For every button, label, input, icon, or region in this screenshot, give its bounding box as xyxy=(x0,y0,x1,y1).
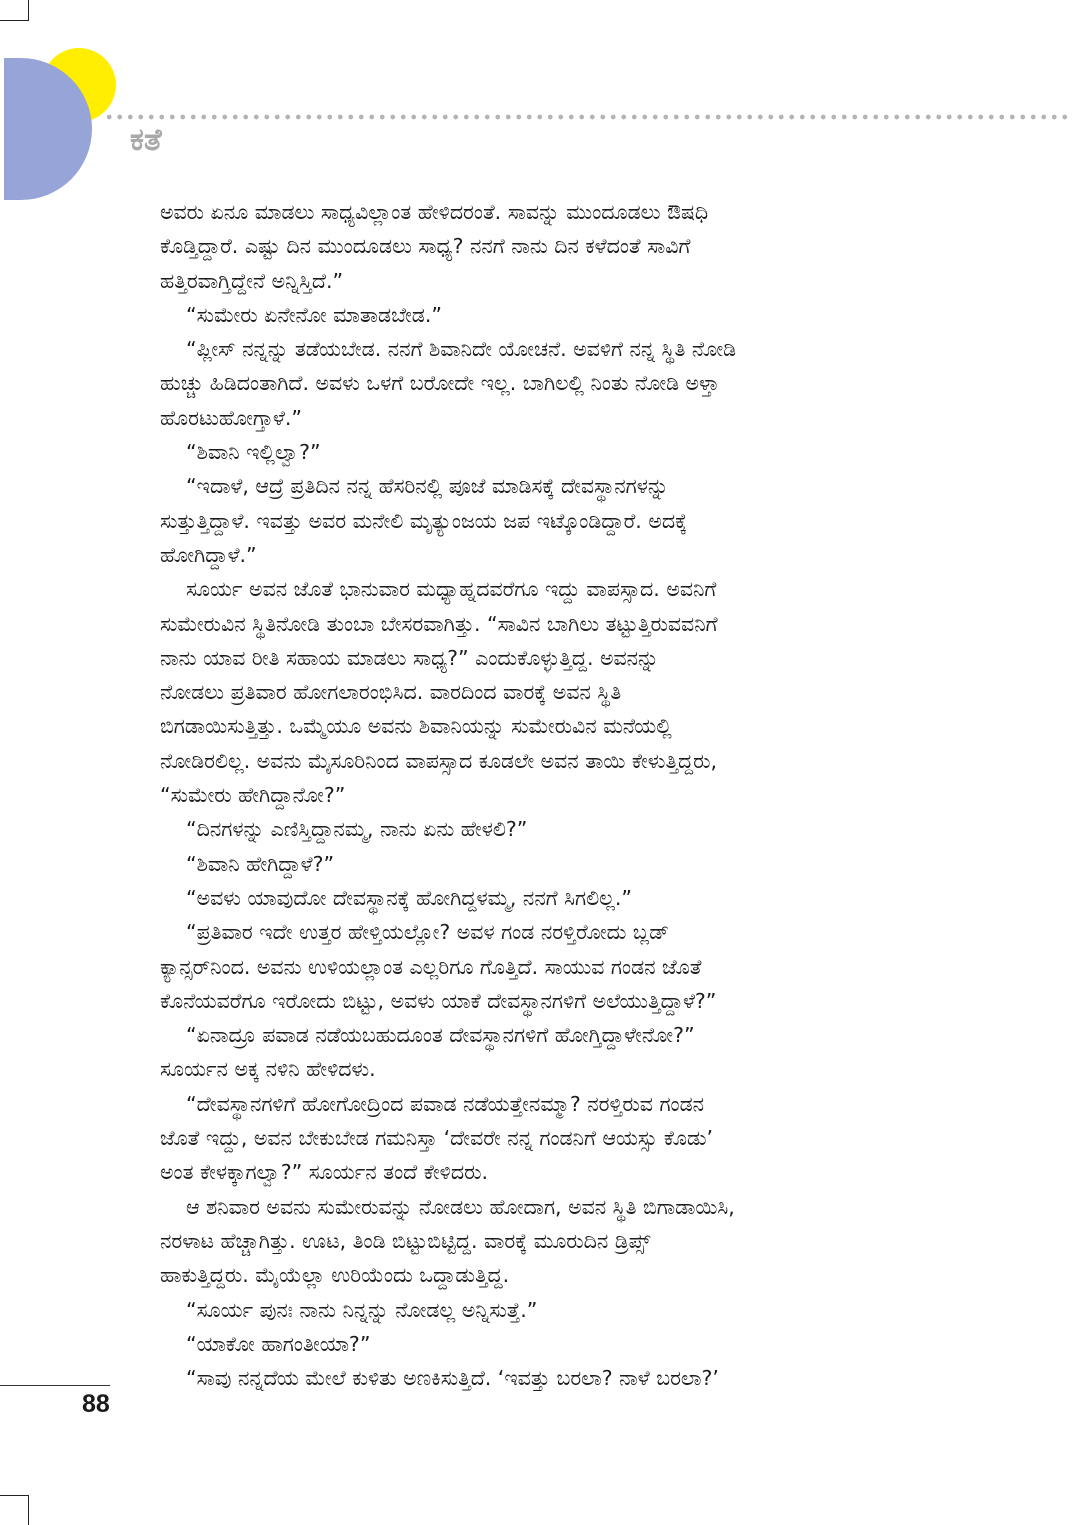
story-line: “ಪ್ಲೀಸ್ ನನ್ನನ್ನು ತಡೆಯಬೇಡ. ನನಗೆ ಶಿವಾನಿದೇ ಯೋಚನೆ. ಅವಳಿಗೆ ನನ್ನ ಸ್ಥಿತಿ ನೋಡಿ xyxy=(186,337,737,362)
story-line: “ಸುಮೇರು ಹೇಗಿದ್ದಾನೋ?” xyxy=(160,783,346,808)
story-line: ಹತ್ತಿರವಾಗ್ತಿದ್ದೇನೆ ಅನ್ನಿಸ್ತಿದೆ.” xyxy=(160,268,344,293)
story-line: ಕೊನೆಯವರೆಗೂ ಇರೋದು ಬಿಟ್ಟು, ಅವಳು ಯಾಕೆ ದೇವಸ್ಥಾನಗಳಿಗೆ ಅಲೆಯುತ್ತಿದ್ದಾಳೆ?” xyxy=(160,988,717,1013)
crop-mark-bottom-vertical xyxy=(28,1495,29,1525)
section-label: ಕತೆ xyxy=(130,122,162,158)
story-line: ನರಳಾಟ ಹೆಚ್ಚಾಗಿತ್ತು. ಊಟ, ತಿಂಡಿ ಬಿಟ್ಟುಬಿಟ್ಟಿದ್ದ. ವಾರಕ್ಕೆ ಮೂರುದಿನ ಡ್ರಿಪ್ಸ್ xyxy=(160,1228,651,1253)
story-line: ಸುಮೇರುವಿನ ಸ್ಥಿತಿನೋಡಿ ತುಂಬಾ ಬೇಸರವಾಗಿತ್ತು. “ಸಾವಿನ ಬಾಗಿಲು ತಟ್ಟುತ್ತಿರುವವನಿಗೆ xyxy=(160,611,718,636)
story-line: ಸುತ್ತುತ್ತಿದ್ದಾಳೆ. ಇವತ್ತು ಅವರ ಮನೇಲಿ ಮೃತ್ಯುಂಜಯ ಜಪ ಇಟ್ಕೊಂಡಿದ್ದಾರೆ. ಅದಕ್ಕೆ xyxy=(160,508,688,533)
story-line: “ಏನಾದ್ರೂ ಪವಾಡ ನಡೆಯಬಹುದೂಂತ ದೇವಸ್ಥಾನಗಳಿಗೆ ಹೋಗ್ತಿದ್ದಾಳೇನೋ?” xyxy=(186,1023,695,1048)
story-line: “ಅವಳು ಯಾವುದೋ ದೇವಸ್ಥಾನಕ್ಕೆ ಹೋಗಿದ್ದಳಮ್ಮ, ನನಗೆ ಸಿಗಲಿಲ್ಲ.” xyxy=(186,885,633,910)
story-line: ನೋಡಿರಲಿಲ್ಲ. ಅವನು ಮೈಸೂರಿನಿಂದ ವಾಪಸ್ಸಾದ ಕೂಡಲೇ ಅವನ ತಾಯಿ ಕೇಳುತ್ತಿದ್ದರು, xyxy=(160,748,718,773)
page-number: 88 xyxy=(82,1390,110,1418)
story-line: ನಾನು ಯಾವ ರೀತಿ ಸಹಾಯ ಮಾಡಲು ಸಾಧ್ಯ?” ಎಂದುಕೊಳ್ಳುತ್ತಿದ್ದ. ಅವನನ್ನು xyxy=(160,645,659,670)
story-line: ಸೂರ್ಯ ಅವನ ಜೊತೆ ಭಾನುವಾರ ಮಧ್ಯಾಹ್ನದವರೆಗೂ ಇದ್ದು ವಾಪಸ್ಸಾದ. ಅವನಿಗೆ xyxy=(186,577,717,602)
story-line: “ಸೂರ್ಯ ಪುನಃ ನಾನು ನಿನ್ನನ್ನು ನೋಡಲ್ಲ ಅನ್ನಿಸುತ್ತೆ.” xyxy=(186,1297,538,1322)
story-line: “ಯಾಕೋ ಹಾಗಂತೀಯಾ?” xyxy=(186,1331,371,1356)
story-line: ಜೊತೆ ಇದ್ದು, ಅವನ ಬೇಕುಬೇಡ ಗಮನಿಸ್ತಾ ‘ದೇವರೇ ನನ್ನ ಗಂಡನಿಗೆ ಆಯಸ್ಸು ಕೊಡು’ xyxy=(160,1126,714,1151)
story-line: ಕ್ಯಾನ್ಸರ್‌ನಿಂದ. ಅವನು ಉಳಿಯಲ್ಲಾಂತ ಎಲ್ಲರಿಗೂ ಗೊತ್ತಿದೆ. ಸಾಯುವ ಗಂಡನ ಜೊತೆ xyxy=(160,954,702,979)
story-line: ಸೂರ್ಯನ ಅಕ್ಕ ನಳಿನಿ ಹೇಳಿದಳು. xyxy=(160,1057,376,1082)
story-line: “ಶಿವಾನಿ ಇಲ್ಲಿಲ್ವಾ?” xyxy=(186,440,321,465)
story-line: “ಇದಾಳೆ, ಆದ್ರೆ ಪ್ರತಿದಿನ ನನ್ನ ಹೆಸರಿನಲ್ಲಿ ಪೂಜೆ ಮಾಡಿಸಕ್ಕೆ ದೇವಸ್ಥಾನಗಳನ್ನು xyxy=(186,474,669,499)
story-line: “ಸಾವು ನನ್ನದೆಯ ಮೇಲೆ ಕುಳಿತು ಅಣಕಿಸುತ್ತಿದೆ. ‘ಇವತ್ತು ಬರಲಾ? ನಾಳೆ ಬರಲಾ?’ xyxy=(186,1366,719,1391)
story-line: ಬಿಗಡಾಯಿಸುತ್ತಿತ್ತು. ಒಮ್ಮೆಯೂ ಅವನು ಶಿವಾನಿಯನ್ನು ಸುಮೇರುವಿನ ಮನೆಯಲ್ಲಿ xyxy=(160,714,672,739)
crop-mark-top-vertical xyxy=(28,0,29,20)
story-line: ಅಂತ ಕೇಳಕ್ಕಾಗಲ್ವಾ?” ಸೂರ್ಯನ ತಂದೆ ಕೇಳಿದರು. xyxy=(160,1160,488,1185)
footer-rule xyxy=(0,1385,110,1386)
story-line: “ದೇವಸ್ಥಾನಗಳಿಗೆ ಹೋಗೋದ್ರಿಂದ ಪವಾಡ ನಡೆಯತ್ತೇನಮ್ಮಾ? ನರಳ್ತಿರುವ ಗಂಡನ xyxy=(186,1091,705,1116)
story-line: ಹೋಗಿದ್ದಾಳೆ.” xyxy=(160,542,257,567)
story-body xyxy=(160,195,920,1395)
dotted-header-rule xyxy=(104,114,1072,120)
story-line: “ದಿನಗಳನ್ನು ಎಣಿಸ್ತಿದ್ದಾನಮ್ಮ, ನಾನು ಏನು ಹೇಳಲಿ?” xyxy=(186,817,528,842)
story-line: ಹಾಕುತ್ತಿದ್ದರು. ಮೈಯೆಲ್ಲಾ ಉರಿಯೆಂದು ಒದ್ದಾಡುತ್ತಿದ್ದ. xyxy=(160,1263,510,1288)
crop-mark-top-horizontal xyxy=(0,20,29,21)
story-line: “ಶಿವಾನಿ ಹೇಗಿದ್ದಾಳೆ?” xyxy=(186,851,335,876)
story-line: “ಪ್ರತಿವಾರ ಇದೇ ಉತ್ತರ ಹೇಳ್ತಿಯಲ್ಲೋ? ಅವಳ ಗಂಡ ನರಳ್ತಿರೋದು ಬ್ಲಡ್ xyxy=(186,920,669,945)
crop-mark-bottom-horizontal xyxy=(0,1495,29,1496)
story-line: “ಸುಮೇರು ಏನೇನೋ ಮಾತಾಡಬೇಡ.” xyxy=(186,302,442,327)
story-line: ಅವರು ಏನೂ ಮಾಡಲು ಸಾಧ್ಯವಿಲ್ಲಾಂತ ಹೇಳಿದರಂತೆ. ಸಾವನ್ನು ಮುಂದೂಡಲು ಔಷಧಿ xyxy=(160,200,709,224)
story-line: ಹೊರಟುಹೋಗ್ತಾಳೆ.” xyxy=(160,405,303,430)
story-line: ಆ ಶನಿವಾರ ಅವನು ಸುಮೇರುವನ್ನು ನೋಡಲು ಹೋದಾಗ, ಅವನ ಸ್ಥಿತಿ ಬಿಗಾಡಾಯಿಸಿ, xyxy=(186,1194,735,1219)
story-line: ನೋಡಲು ಪ್ರತಿವಾರ ಹೋಗಲಾರಂಭಿಸಿದ. ವಾರದಿಂದ ವಾರಕ್ಕೆ ಅವನ ಸ್ಥಿತಿ xyxy=(160,680,622,705)
story-line: ಕೊಡ್ತಿದ್ದಾರೆ. ಎಷ್ಟು ದಿನ ಮುಂದೂಡಲು ಸಾಧ್ಯ? ನನಗೆ ನಾನು ದಿನ ಕಳೆದಂತೆ ಸಾವಿಗೆ xyxy=(160,234,691,259)
story-line: ಹುಚ್ಚು ಹಿಡಿದಂತಾಗಿದೆ. ಅವಳು ಒಳಗೆ ಬರೋದೇ ಇಲ್ಲ. ಬಾಗಿಲಲ್ಲಿ ನಿಂತು ನೋಡಿ ಅಳ್ತಾ xyxy=(160,371,720,396)
